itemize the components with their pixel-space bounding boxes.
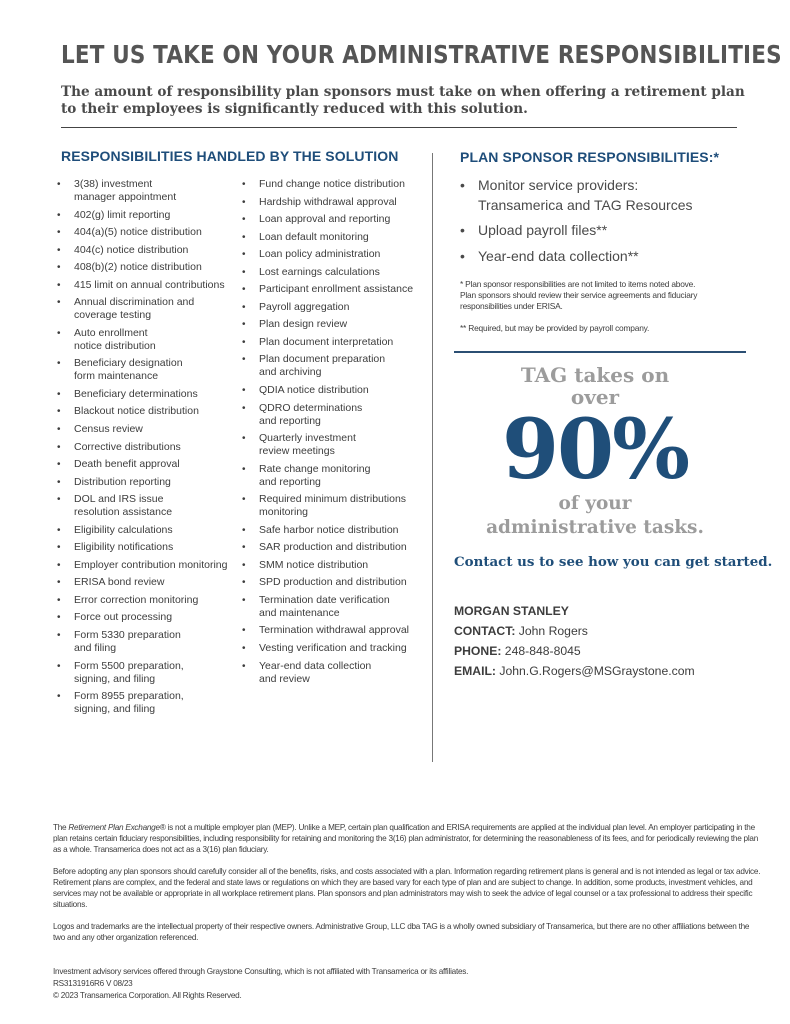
responsibility-item	[242, 493, 427, 519]
list-item-text: Beneficiary determinations	[74, 387, 198, 400]
stat-top-line-1: TAG takes on	[520, 363, 670, 387]
legal-disclaimer-1	[53, 822, 763, 855]
bullet-icon: •	[242, 231, 246, 243]
bullet-icon: •	[57, 542, 61, 554]
list-item-text: QDIA notice distribution	[259, 384, 369, 397]
bullet-icon: •	[57, 630, 61, 642]
list-item-text: and maintenance	[259, 606, 340, 619]
responsibility-item	[242, 541, 427, 554]
responsibility-item	[242, 384, 427, 397]
list-item-text: form maintenance	[74, 370, 159, 383]
bullet-icon: •	[57, 476, 61, 488]
responsibility-item	[242, 432, 427, 458]
contact-label: CONTACT:	[454, 624, 516, 638]
responsibility-item	[242, 642, 427, 655]
responsibility-item	[57, 405, 237, 418]
responsibility-item	[57, 660, 237, 686]
responsibility-item	[242, 624, 427, 637]
list-item-text: review meetings	[259, 445, 335, 458]
responsibility-item	[242, 318, 427, 331]
list-item-text: notice distribution	[74, 339, 156, 352]
legal-1-product-name: Retirement Plan Exchange®	[68, 823, 166, 832]
list-item-text: Force out processing	[74, 611, 173, 624]
responsibility-item	[242, 213, 427, 226]
bullet-icon: •	[242, 577, 246, 589]
responsibility-item	[57, 357, 237, 383]
list-item-text: and archiving	[259, 366, 322, 379]
responsibility-item	[242, 559, 427, 572]
responsibility-item	[57, 388, 237, 401]
list-item-text: manager appointment	[74, 191, 177, 203]
responsibility-item	[57, 226, 237, 239]
list-item-text: Quarterly investment	[259, 432, 356, 445]
responsibility-item	[57, 611, 237, 624]
bullet-icon: •	[242, 196, 246, 208]
list-item-text: 404(c) notice distribution	[74, 243, 189, 256]
bullet-icon: •	[242, 433, 246, 445]
bullet-icon: •	[57, 297, 61, 309]
list-item-text: Termination date verification	[259, 593, 390, 606]
list-item-text: Auto enrollment	[74, 326, 148, 339]
responsibility-item	[57, 476, 237, 489]
bullet-icon: •	[242, 594, 246, 606]
list-item-text: Plan document preparation	[259, 353, 386, 366]
contact-phone-row	[454, 641, 754, 661]
responsibility-item	[242, 283, 427, 296]
list-item-text: Distribution reporting	[74, 475, 171, 488]
email-label: EMAIL:	[454, 664, 496, 678]
responsibility-item	[57, 441, 237, 454]
responsibility-item	[57, 559, 237, 572]
sponsor-item	[460, 247, 740, 267]
list-item-text: Beneficiary designation	[74, 357, 183, 370]
bullet-icon: •	[242, 625, 246, 637]
responsibility-item	[57, 524, 237, 537]
sponsor-footnote-2: ** Required, but may be provided by payroll company.	[460, 323, 650, 333]
responsibility-item	[57, 458, 237, 471]
list-item-text: Form 5330 preparation	[74, 629, 181, 642]
stat-divider	[454, 351, 746, 353]
list-item-text: Hardship withdrawal approval	[259, 195, 397, 208]
bullet-icon: •	[57, 594, 61, 606]
list-item-text: Loan policy administration	[259, 248, 381, 261]
stat-bottom-line-2: administrative tasks.	[486, 517, 704, 538]
bullet-icon: •	[57, 179, 61, 190]
contact-email-row	[454, 661, 754, 681]
list-item-text: DOL and IRS issue	[74, 493, 164, 506]
list-item-text: Eligibility calculations	[74, 523, 173, 536]
list-item-text: and review	[259, 672, 310, 685]
contact-email[interactable]: John.G.Rogers@MSGraystone.com	[499, 664, 695, 678]
responsibility-item	[242, 196, 427, 209]
solution-responsibilities-heading: RESPONSIBILITIES HANDLED BY THE SOLUTION	[61, 148, 399, 164]
responsibility-item	[57, 629, 237, 655]
responsibility-item	[242, 660, 427, 686]
responsibility-item	[242, 353, 427, 379]
list-item-text: coverage testing	[74, 309, 152, 322]
bullet-icon: •	[242, 494, 246, 506]
list-item-text: Plan document interpretation	[259, 335, 394, 348]
responsibility-item	[242, 336, 427, 349]
list-item-text: Fund change notice distribution	[259, 178, 405, 190]
list-item-text: Error correction monitoring	[74, 593, 199, 606]
sponsor-item	[460, 176, 740, 215]
responsibility-item	[57, 576, 237, 589]
responsibility-item	[57, 279, 237, 292]
responsibility-item	[242, 248, 427, 261]
list-item-text: and filing	[74, 642, 117, 655]
header-divider	[61, 127, 737, 128]
responsibility-item	[242, 463, 427, 489]
list-item-text: Upload payroll files**	[478, 222, 608, 238]
list-item-text: signing, and filing	[74, 672, 156, 685]
list-item-text: 402(g) limit reporting	[74, 208, 171, 221]
list-item-text: Payroll aggregation	[259, 300, 350, 313]
responsibility-item	[57, 327, 237, 353]
legal-1-body: is not a multiple employer plan (MEP). Unlike a MEP, certain plan qualification and ERISA requirements are applied at the individual plan level. An employer participating in the plan retains certain fiduciary responsibilities, including responsibility for retaining and monitoring the 3(16) plan administrator, for determining the reasonableness of its fees, and for periodically reviewing the plan as a whole. Transamerica does not act as a 3(16) plan fiduciary.	[53, 823, 759, 855]
stat-callout	[454, 364, 736, 539]
sponsor-responsibilities-heading: PLAN SPONSOR RESPONSIBILITIES:*	[460, 149, 720, 165]
list-item-text: Form 5500 preparation,	[74, 659, 184, 672]
responsibility-item	[242, 178, 427, 191]
bullet-icon: •	[57, 559, 61, 571]
responsibility-item	[57, 244, 237, 257]
bullet-icon: •	[57, 691, 61, 703]
document-code: RS3131916R6 V 08/23	[53, 979, 133, 989]
sponsor-footnote-1: * Plan sponsor responsibilities are not limited to items noted above. Plan sponsors should review their service agreements and fiduciary responsibilities under ERISA.	[460, 279, 698, 311]
list-item-text: Death benefit approval	[74, 458, 180, 471]
bullet-icon: •	[57, 612, 61, 624]
bullet-icon: •	[242, 214, 246, 226]
responsibility-item	[57, 178, 237, 204]
bullet-icon: •	[242, 385, 246, 397]
bullet-icon: •	[242, 524, 246, 536]
bullet-icon: •	[242, 249, 246, 261]
contact-block	[454, 601, 754, 681]
list-item-text: 408(b)(2) notice distribution	[74, 261, 202, 274]
responsibility-item	[57, 493, 237, 519]
list-item-text: Transamerica and TAG Resources	[478, 196, 693, 213]
responsibility-item	[242, 266, 427, 279]
list-item-text: ERISA bond review	[74, 576, 165, 589]
bullet-icon: •	[460, 247, 465, 264]
contact-company: MORGAN STANLEY	[454, 604, 569, 618]
legal-disclaimer-3: Logos and trademarks are the intellectual property of their respective owners. Administrative Group, LLC dba TAG is a wholly owned subsidiary of Transamerica, but there are no other affiliations between the two and any other organization referenced.	[53, 922, 750, 943]
bullet-icon: •	[57, 494, 61, 506]
bullet-icon: •	[242, 660, 246, 672]
bullet-icon: •	[242, 284, 246, 296]
stat-bottom-line-1: of your	[558, 493, 632, 514]
column-divider	[432, 153, 433, 762]
responsibility-item	[57, 261, 237, 274]
list-item-text: Termination withdrawal approval	[259, 624, 409, 637]
list-item-text: monitoring	[259, 506, 309, 519]
stat-percentage: 90%	[501, 402, 689, 498]
solution-responsibilities-list-2	[242, 178, 427, 690]
list-item-text: Participant enrollment assistance	[259, 283, 414, 296]
bullet-icon: •	[242, 542, 246, 554]
footer-block	[53, 966, 653, 1003]
responsibility-item	[242, 576, 427, 589]
bullet-icon: •	[242, 266, 246, 278]
bullet-icon: •	[57, 262, 61, 274]
list-item-text: Loan default monitoring	[259, 230, 369, 243]
bullet-icon: •	[57, 441, 61, 453]
list-item-text: Year-end data collection	[259, 659, 372, 672]
bullet-icon: •	[460, 177, 465, 193]
sponsor-item	[460, 221, 740, 241]
bullet-icon: •	[242, 559, 246, 571]
bullet-icon: •	[57, 388, 61, 400]
bullet-icon: •	[57, 279, 61, 291]
list-item-text: Safe harbor notice distribution	[259, 523, 399, 536]
list-item-text: SPD production and distribution	[259, 576, 407, 589]
bullet-icon: •	[57, 577, 61, 589]
bullet-icon: •	[242, 336, 246, 348]
bullet-icon: •	[242, 354, 246, 366]
page-subtitle: The amount of responsibility plan sponsors must take on when offering a retirement plan to their employees is significantly reduced with this solution.	[61, 84, 745, 117]
list-item-text: Required minimum distributions	[259, 493, 407, 506]
bullet-icon: •	[57, 660, 61, 672]
list-item-text: Annual discrimination and	[74, 296, 195, 309]
stat-top-line-2: over	[570, 385, 620, 409]
list-item-text: Monitor service providers:	[478, 177, 639, 193]
copyright: © 2023 Transamerica Corporation. All Rights Reserved.	[53, 991, 242, 1001]
bullet-icon: •	[242, 463, 246, 475]
list-item-text: Eligibility notifications	[74, 541, 174, 554]
sponsor-responsibilities-list	[460, 176, 740, 272]
responsibility-item	[242, 594, 427, 620]
legal-1-lead: The	[53, 823, 69, 832]
bullet-icon: •	[57, 244, 61, 256]
advisory-statement: Investment advisory services offered through Graystone Consulting, which is not affiliated with Transamerica or its affiliates.	[53, 967, 469, 976]
list-item-text: Lost earnings calculations	[259, 265, 380, 278]
bullet-icon: •	[57, 406, 61, 418]
bullet-icon: •	[57, 209, 61, 221]
bullet-icon: •	[242, 643, 246, 655]
list-item-text: Rate change monitoring	[259, 462, 371, 475]
bullet-icon: •	[57, 524, 61, 536]
responsibility-item	[57, 296, 237, 322]
bullet-icon: •	[460, 222, 465, 238]
bullet-icon: •	[242, 179, 246, 190]
bullet-icon: •	[57, 327, 61, 339]
legal-disclaimer-2: Before adopting any plan sponsors should carefully consider all of the benefits, risks, and costs associated with a plan. Information regarding retirement plans is general and is not intended as legal or tax advice. Retirement plans are complex, and the federal and state laws or regulations on which they are based vary for each type of plan and are subject to change. In addition, some products, investment vehicles, and services may not be available or appropriate in all workplace retirement plans. Plan sponsors and plan administrators may wish to seek the advice of legal counsel or a tax professional to address their specific situations.	[53, 867, 761, 910]
responsibility-item	[57, 541, 237, 554]
list-item-text: 404(a)(5) notice distribution	[74, 226, 202, 239]
contact-name-row	[454, 621, 754, 641]
bullet-icon: •	[242, 319, 246, 331]
solution-responsibilities-list-1	[57, 178, 237, 721]
responsibility-item	[57, 209, 237, 222]
bullet-icon: •	[57, 459, 61, 471]
list-item-text: Plan design review	[259, 318, 348, 331]
page-title: LET US TAKE ON YOUR ADMINISTRATIVE RESPONSIBILITIES	[61, 40, 782, 69]
list-item-text: Census review	[74, 423, 143, 436]
bullet-icon: •	[57, 358, 61, 370]
list-item-text: Corrective distributions	[74, 440, 181, 453]
list-item-text: 415 limit on annual contributions	[74, 278, 225, 291]
list-item-text: SAR production and distribution	[259, 541, 407, 554]
list-item-text: 3(38) investment	[74, 178, 153, 190]
list-item-text: Form 8955 preparation,	[74, 690, 184, 703]
responsibility-item	[57, 690, 237, 716]
bullet-icon: •	[57, 424, 61, 436]
list-item-text: resolution assistance	[74, 506, 173, 519]
bullet-icon: •	[242, 402, 246, 414]
list-item-text: and reporting	[259, 414, 321, 427]
phone-label: PHONE:	[454, 644, 502, 658]
list-item-text: Blackout notice distribution	[74, 405, 199, 418]
list-item-text: SMM notice distribution	[259, 558, 369, 571]
list-item-text: and reporting	[259, 475, 321, 488]
contact-name: John Rogers	[518, 624, 588, 638]
list-item-text: Loan approval and reporting	[259, 213, 391, 226]
responsibility-item	[57, 594, 237, 607]
list-item-text: Year-end data collection**	[478, 247, 639, 264]
responsibility-item	[242, 524, 427, 537]
call-to-action: Contact us to see how you can get started.	[454, 554, 773, 570]
list-item-text: Vesting verification and tracking	[259, 642, 407, 655]
responsibility-item	[242, 301, 427, 314]
list-item-text: Employer contribution monitoring	[74, 558, 228, 571]
responsibility-item	[242, 231, 427, 244]
contact-phone[interactable]: 248-848-8045	[504, 644, 581, 658]
bullet-icon: •	[57, 227, 61, 239]
bullet-icon: •	[242, 301, 246, 313]
responsibility-item	[242, 402, 427, 428]
responsibility-item	[57, 423, 237, 436]
list-item-text: QDRO determinations	[259, 401, 363, 414]
list-item-text: signing, and filing	[74, 703, 156, 716]
